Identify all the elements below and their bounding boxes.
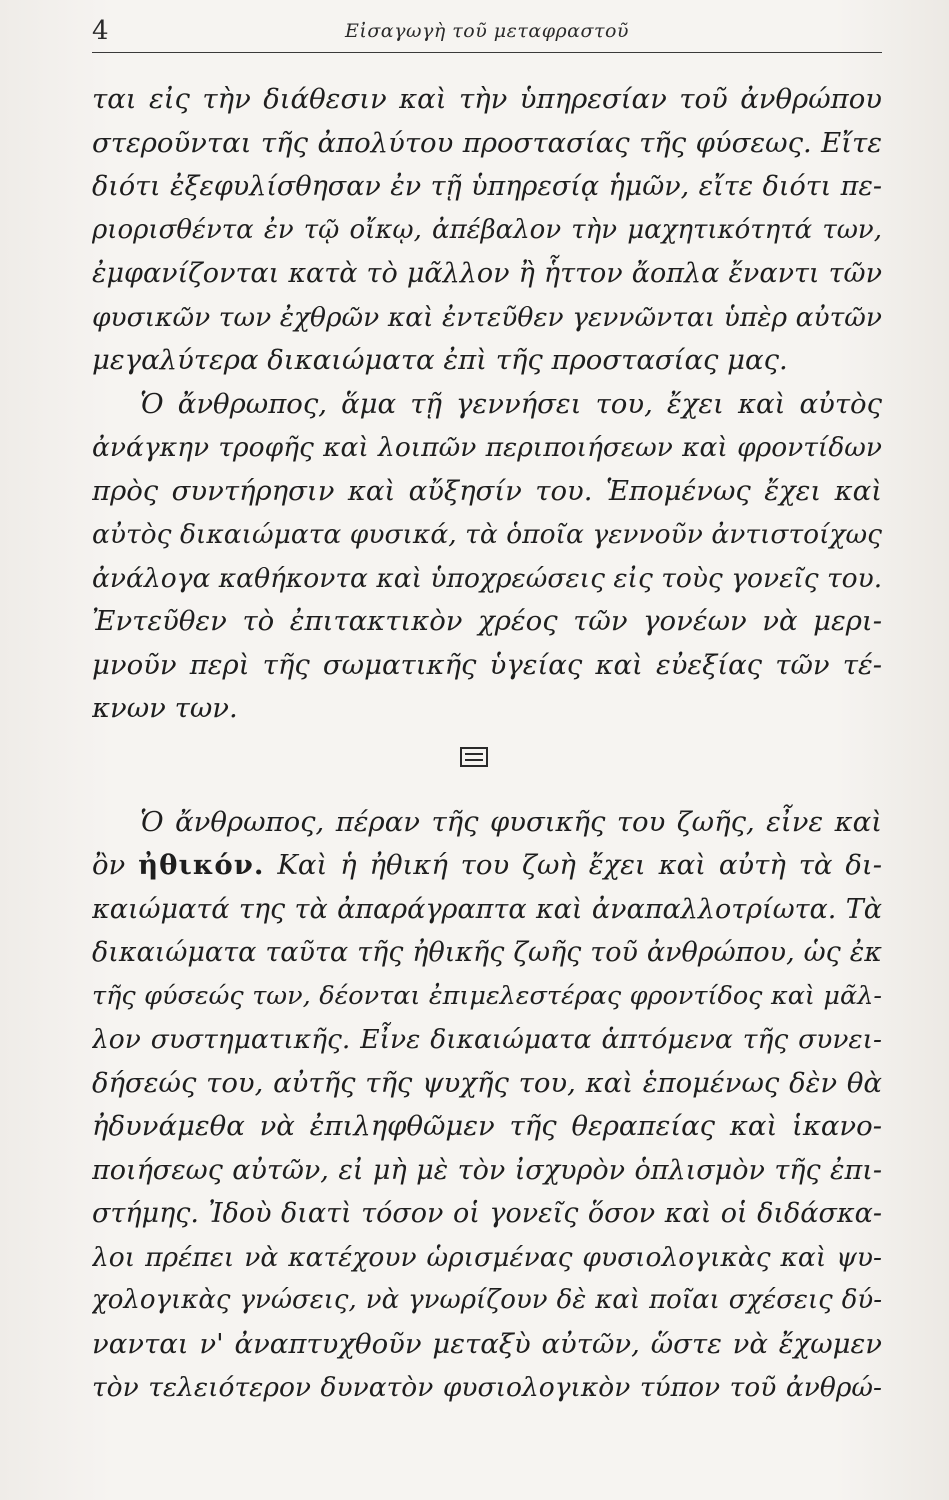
running-title: Εἰσαγωγὴ τοῦ μεταφραστοῦ <box>345 20 629 42</box>
text-line: πρὸς συντήρησιν καὶ αὔξησίν του. Ἑπομένως ἔχει καὶ <box>92 474 882 507</box>
text-line: στεροῦνται τῆς ἀπολύτου προστασίας τῆς φύσεως. Εἴτε <box>92 126 882 159</box>
text-line: ποιήσεως αὐτῶν, εἰ μὴ μὲ τὸν ἰσχυρὸν ὁπλισμὸν τῆς ἐπι- <box>92 1154 882 1186</box>
text-line: τῆς φύσεώς των, δέονται ἐπιμελεστέρας φροντίδος καὶ μᾶλ- <box>92 980 882 1011</box>
text-line: κνων των. <box>92 692 238 724</box>
text-line: ἐμφανίζονται κατὰ τὸ μᾶλλον ἢ ἧττον ἄοπλα ἔναντι τῶν <box>92 258 882 289</box>
text-line: καιώματά της τὰ ἀπαράγραπτα καὶ ἀναπαλλοτρίωτα. Τὰ <box>92 893 882 925</box>
text-line: ἀνάλογα καθήκοντα καὶ ὑποχρεώσεις εἰς τοὺς γονεῖς του. <box>92 562 882 594</box>
text-line: φυσικῶν των ἐχθρῶν καὶ ἐντεῦθεν γεννῶνται ὑπὲρ αὐτῶν <box>92 301 882 333</box>
section-divider <box>92 731 882 801</box>
text-line: χολογικὰς γνώσεις, νὰ γνωρίζουν δὲ καὶ ποῖαι σχέσεις δύ- <box>92 1285 882 1315</box>
text-line: λοι πρέπει νὰ κατέχουν ὡρισμένας φυσιολογικὰς καὶ ψυ- <box>92 1241 882 1273</box>
text-line: δικαιώματα ταῦτα τῆς ἠθικῆς ζωῆς τοῦ ἀνθρώπου, ὡς ἐκ <box>92 937 882 968</box>
paragraph-3 <box>92 801 882 1410</box>
text-line: ριορισθέντα ἐν τῷ οἴκῳ, ἀπέβαλον τὴν μαχητικότητά των, <box>92 214 882 245</box>
text-fragment: Καὶ ἡ ἠθική του ζωὴ ἔχει καὶ αὐτὴ τὰ δι- <box>277 849 882 881</box>
page-header <box>92 12 882 53</box>
text-line: τὸν τελειότερον δυνατὸν φυσιολογικὸν τύπον τοῦ ἀνθρώ- <box>92 1372 882 1403</box>
text-line: λον συστηματικῆς. Εἶνε δικαιώματα ἁπτόμενα τῆς συνει- <box>92 1024 882 1055</box>
paragraph-2 <box>92 383 882 731</box>
text-line: δήσεώς του, αὐτῆς τῆς ψυχῆς του, καὶ ἑπομένως δὲν θὰ <box>92 1066 882 1099</box>
text-line: Ὁ ἄνθρωπος, ἅμα τῇ γεννήσει του, ἔχει καὶ αὐτὸς <box>140 387 882 420</box>
page-number: 4 <box>92 16 109 46</box>
emphasized-word: ἠθικόν. <box>138 849 265 881</box>
text-line: νανται ν' ἀναπτυχθοῦν μεταξὺ αὐτῶν, ὥστε νὰ ἔχωμεν <box>92 1327 882 1360</box>
divider-ornament-icon <box>460 747 488 767</box>
text-line: στήμης. Ἰδοὺ διατὶ τόσον οἱ γονεῖς ὅσον καὶ οἱ διδάσκα- <box>92 1198 882 1229</box>
text-line: ἀνάγκην τροφῆς καὶ λοιπῶν περιποιήσεων καὶ φροντίδων <box>92 432 882 463</box>
text-line: Ἐντεῦθεν τὸ ἐπιτακτικὸν χρέος τῶν γονέων νὰ μερι- <box>92 605 882 637</box>
body-text <box>92 78 882 1410</box>
text-line: ται εἰς τὴν διάθεσιν καὶ τὴν ὑπηρεσίαν τοῦ ἀνθρώπου <box>92 83 882 115</box>
text-line: μνοῦν περὶ τῆς σωματικῆς ὑγείας καὶ εὐεξίας τῶν τέ- <box>92 648 882 681</box>
text-fragment: ὂν <box>92 849 126 881</box>
paragraph-1 <box>92 78 882 383</box>
text-line: αὐτὸς δικαιώματα φυσικά, τὰ ὁποῖα γεννοῦν ἀντιστοίχως <box>92 519 882 550</box>
text-line: διότι ἐξεφυλίσθησαν ἐν τῇ ὑπηρεσίᾳ ἡμῶν, εἴτε διότι πε- <box>92 171 882 202</box>
text-line: Ὁ ἄνθρωπος, πέραν τῆς φυσικῆς του ζωῆς, εἶνε καὶ <box>140 805 882 838</box>
text-line: ἠδυνάμεθα νὰ ἐπιληφθῶμεν τῆς θεραπείας καὶ ἱκανο- <box>92 1110 882 1142</box>
text-line: μεγαλύτερα δικαιώματα ἐπὶ τῆς προστασίας μας. <box>92 344 788 376</box>
text-line <box>92 844 882 888</box>
